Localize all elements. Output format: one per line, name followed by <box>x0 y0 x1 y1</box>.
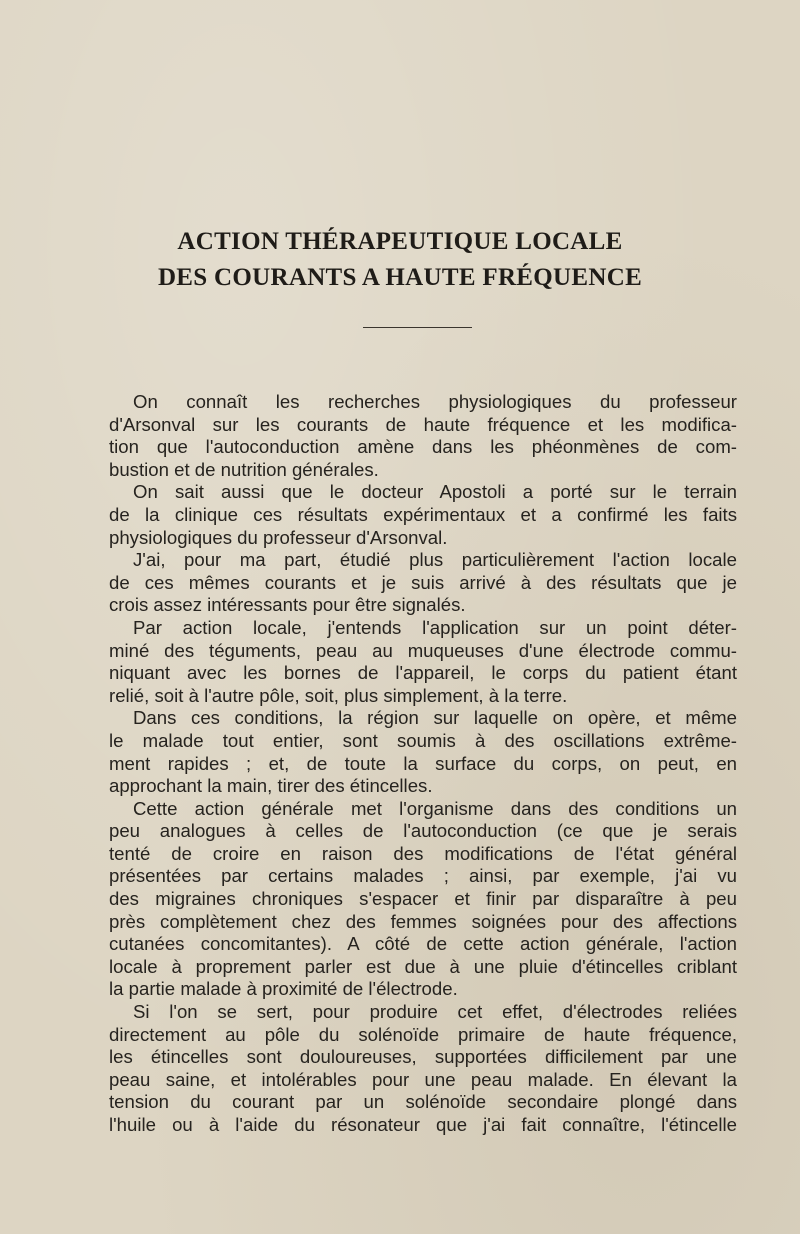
text-line: cutanées concomitantes). A côté de cette action générale, l'action <box>109 933 737 955</box>
text-line: le malade tout entier, sont soumis à des oscillations extrême- <box>109 729 737 751</box>
text-line: Par action locale, j'entends l'application sur un point déter- <box>133 616 737 638</box>
text-line: ment rapides ; et, de toute la surface du corps, on peut, en <box>109 752 737 774</box>
text-line: On sait aussi que le docteur Apostoli a porté sur le terrain <box>133 481 737 503</box>
text-line: Si l'on se sert, pour produire cet effet, d'électrodes reliées <box>133 1001 737 1023</box>
text-line: de ces mêmes courants et je suis arrivé à des résultats que je <box>109 571 737 593</box>
text-line: près complètement chez des femmes soignées pour des affections <box>109 910 737 932</box>
text-line: d'Arsonval sur les courants de haute fréquence et les modifica- <box>109 413 737 435</box>
text-line: tenté de croire en raison des modifications de l'état général <box>109 842 737 864</box>
text-line: bustion et de nutrition générales. <box>109 458 379 480</box>
text-line: On connaît les recherches physiologiques du professeur <box>133 391 737 412</box>
title-divider <box>363 327 472 328</box>
text-line: des migraines chroniques s'espacer et finir par disparaître à peu <box>109 888 737 910</box>
text-line: niquant avec les bornes de l'appareil, le corps du patient étant <box>109 662 737 684</box>
text-line: physiologiques du professeur d'Arsonval. <box>109 526 448 548</box>
text-line: Cette action générale met l'organisme dans des conditions un <box>133 797 737 819</box>
text-line: crois assez intéressants pour être signalés. <box>109 594 466 616</box>
text-line: locale à proprement parler est due à une pluie d'étincelles criblant <box>109 955 737 977</box>
body-text <box>109 391 737 1137</box>
text-line: miné des téguments, peau au muqueuses d'une électrode commu- <box>109 639 737 661</box>
text-line: directement au pôle du solénoïde primaire de haute fréquence, <box>109 1023 737 1045</box>
text-line: de la clinique ces résultats expérimentaux et a confirmé les faits <box>109 503 737 525</box>
text-line: peau saine, et intolérables pour une peau malade. En élevant la <box>109 1068 737 1090</box>
text-line: peu analogues à celles de l'autoconduction (ce que je serais <box>109 820 737 842</box>
text-line: approchant la main, tirer des étincelles. <box>109 775 433 797</box>
title-line-2: DES COURANTS A HAUTE FRÉQUENCE <box>157 264 643 291</box>
title-line-1: ACTION THÉRAPEUTIQUE LOCALE <box>177 228 623 255</box>
text-line: relié, soit à l'autre pôle, soit, plus simplement, à la terre. <box>109 684 568 706</box>
article-title <box>0 224 800 296</box>
text-line: présentées par certains malades ; ainsi, par exemple, j'ai vu <box>109 865 737 887</box>
text-line: la partie malade à proximité de l'électrode. <box>109 978 458 1000</box>
text-line: l'huile ou à l'aide du résonateur que j'ai fait connaître, l'étincelle <box>109 1114 737 1135</box>
text-line: Dans ces conditions, la région sur laquelle on opère, et même <box>133 707 737 729</box>
text-line: tion que l'autoconduction amène dans les phéonmènes de com- <box>109 436 737 458</box>
text-line: tension du courant par un solénoïde secondaire plongé dans <box>109 1091 737 1113</box>
text-line: J'ai, pour ma part, étudié plus particulièrement l'action locale <box>133 549 737 571</box>
text-line: les étincelles sont douloureuses, supportées difficilement par une <box>109 1046 737 1068</box>
